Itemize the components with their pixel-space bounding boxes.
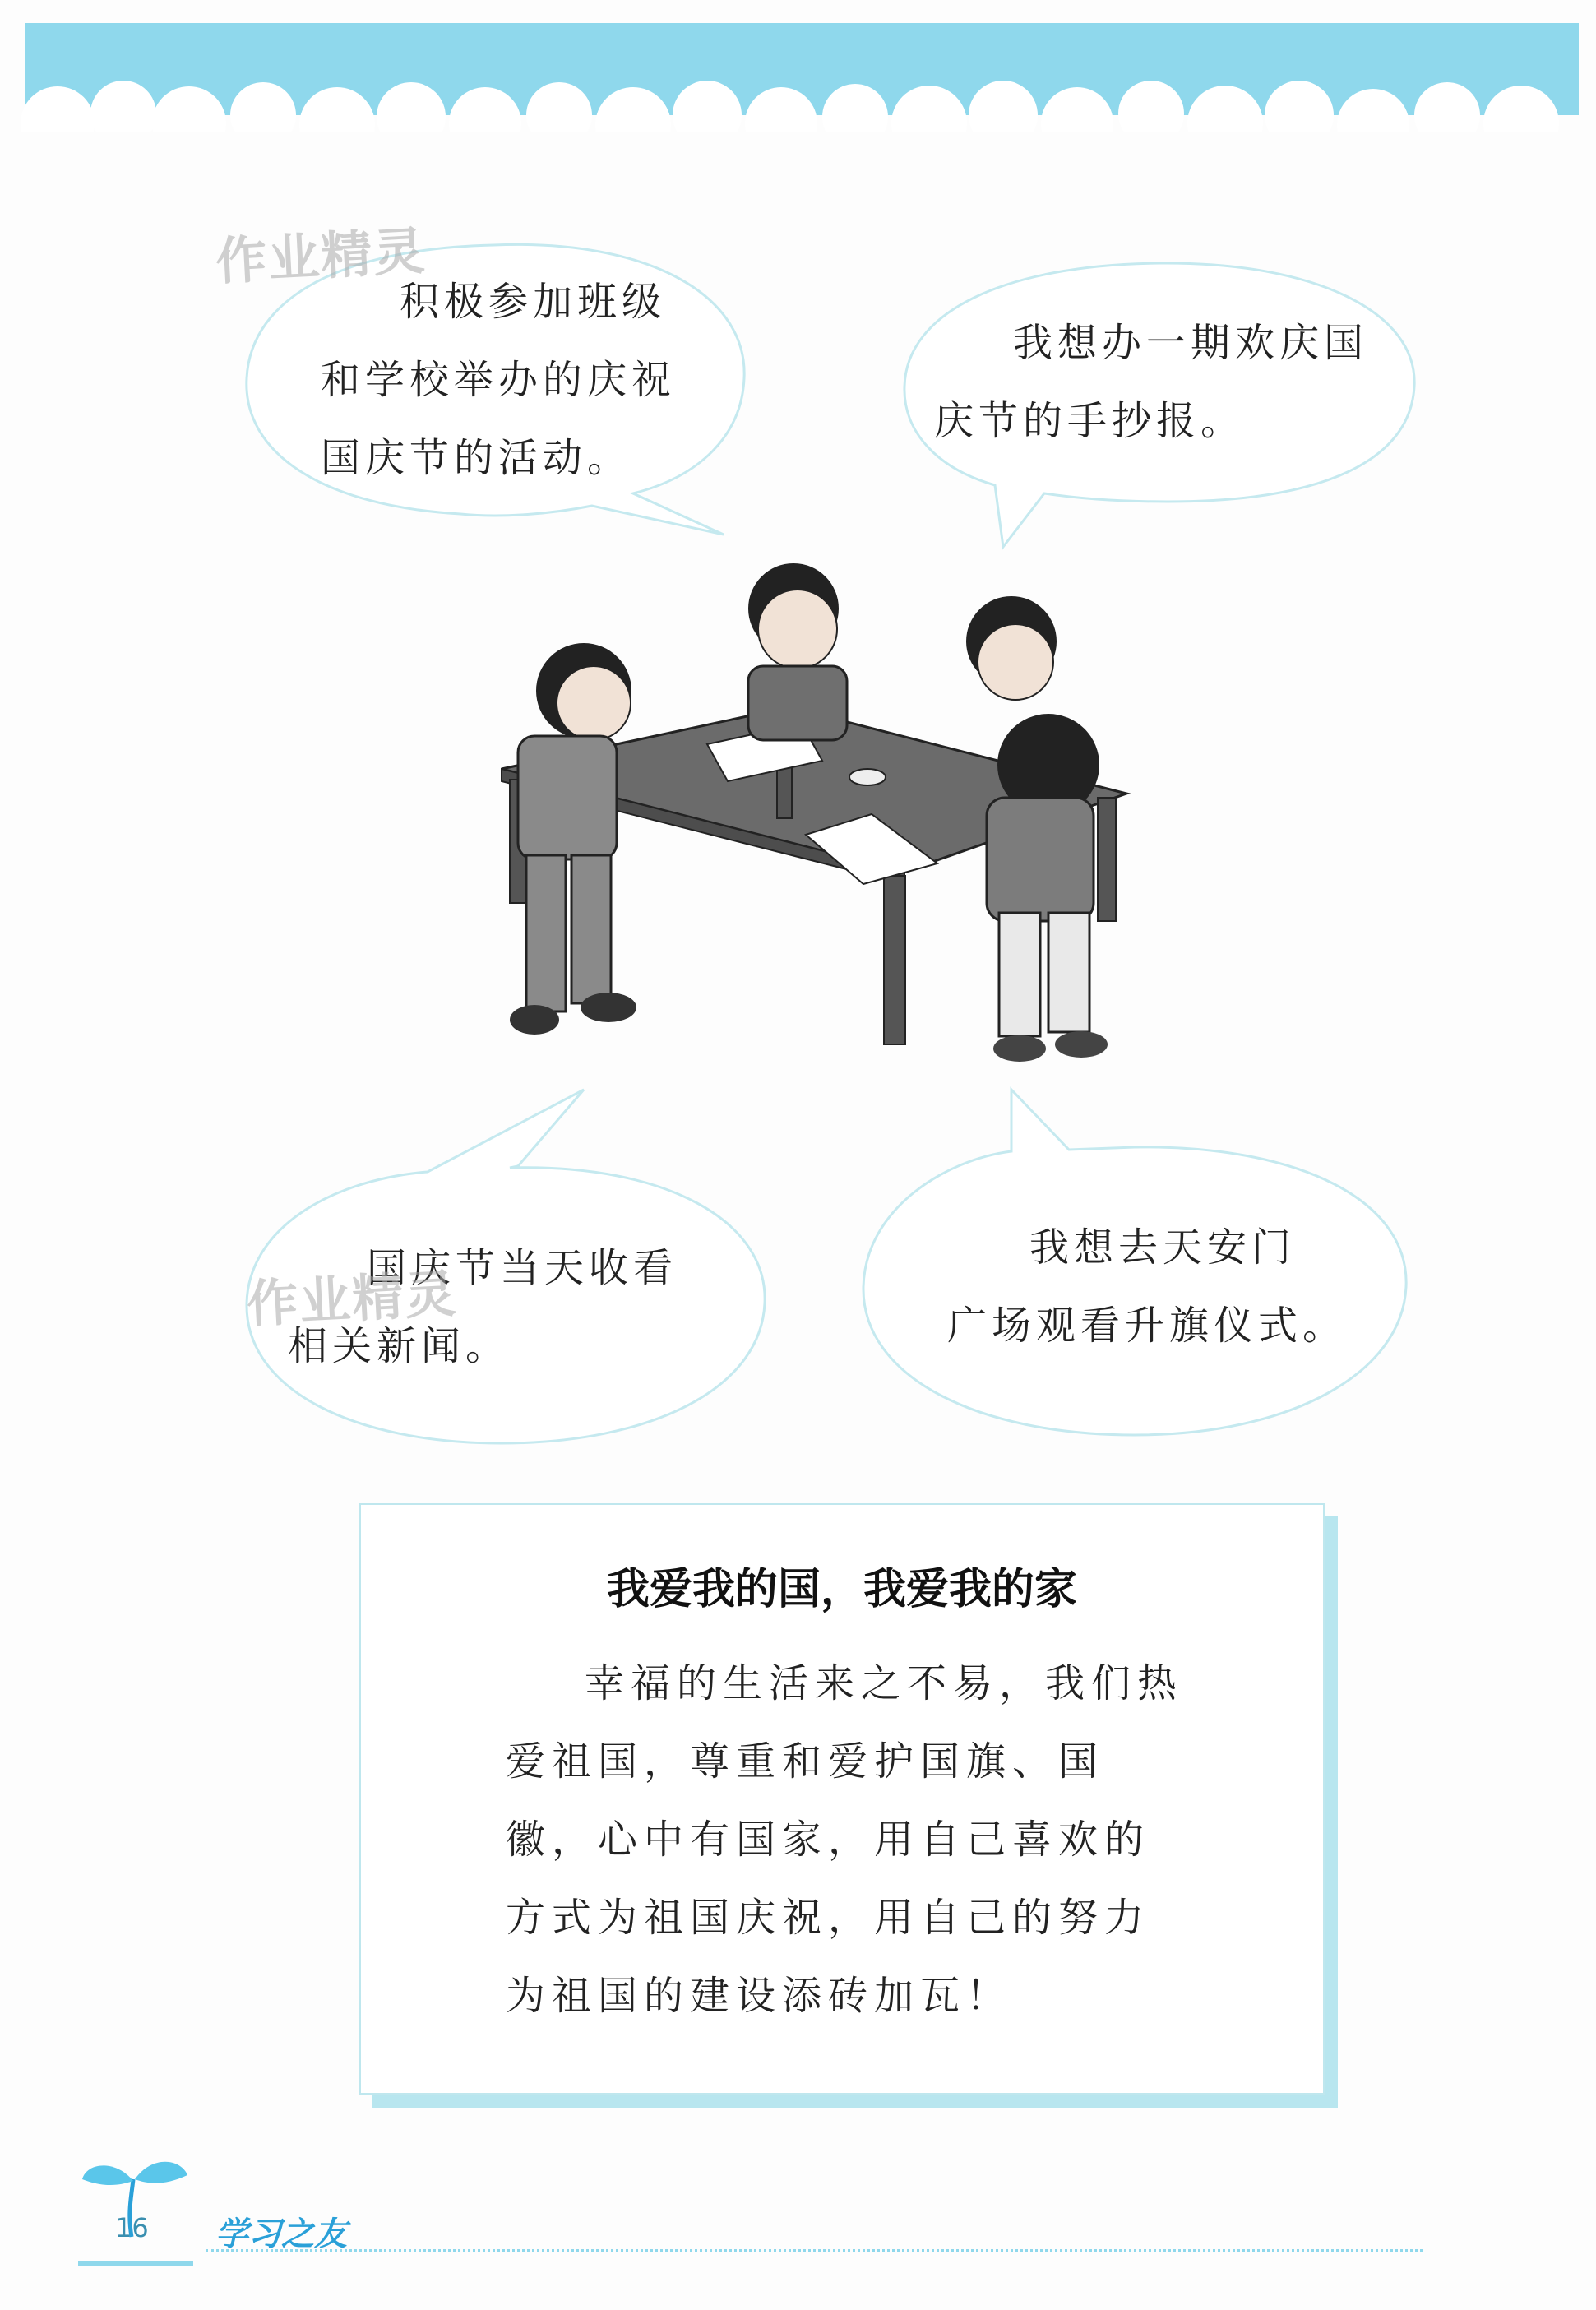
info-box-title: 我爱我的国，我爱我的家 (606, 1565, 1077, 1614)
sprout-icon (74, 2146, 197, 2270)
info-box-paragraph: 幸福的生活来之不易，我们热爱祖国，尊重和爱护国旗、国徽，心中有国家，用自己喜欢的方式为祖国庆祝，用自己的努力为祖国的建设添砖加瓦！ (506, 1660, 1184, 2019)
info-box-body (506, 1645, 1188, 2035)
bubble-text: 我想去天安门 广场观看升旗仪式。 (947, 1224, 1348, 1349)
bubble-text: 积极参加班级 和学校举办的庆祝 国庆节的活动。 (321, 279, 677, 481)
speech-bubble-4 (855, 1086, 1414, 1439)
watermark: 作业精灵 (245, 1263, 460, 1335)
cloud-banner (0, 0, 1596, 164)
speech-bubble-2 (896, 255, 1423, 551)
page-number: 16 (115, 2212, 149, 2243)
page-footer (0, 2130, 1596, 2310)
footer-dotted-rule (206, 2249, 1423, 2252)
footer-brand: 学习之友 (215, 2215, 347, 2253)
bubble-text: 我想办一期欢庆国 庆节的手抄报。 (934, 320, 1369, 444)
watermark: 作业精灵 (214, 220, 428, 292)
info-box (359, 1503, 1325, 2095)
bubble-text: 国庆节当天收看 相关新闻。 (288, 1245, 678, 1369)
children-at-table-illustration (477, 559, 1151, 1086)
